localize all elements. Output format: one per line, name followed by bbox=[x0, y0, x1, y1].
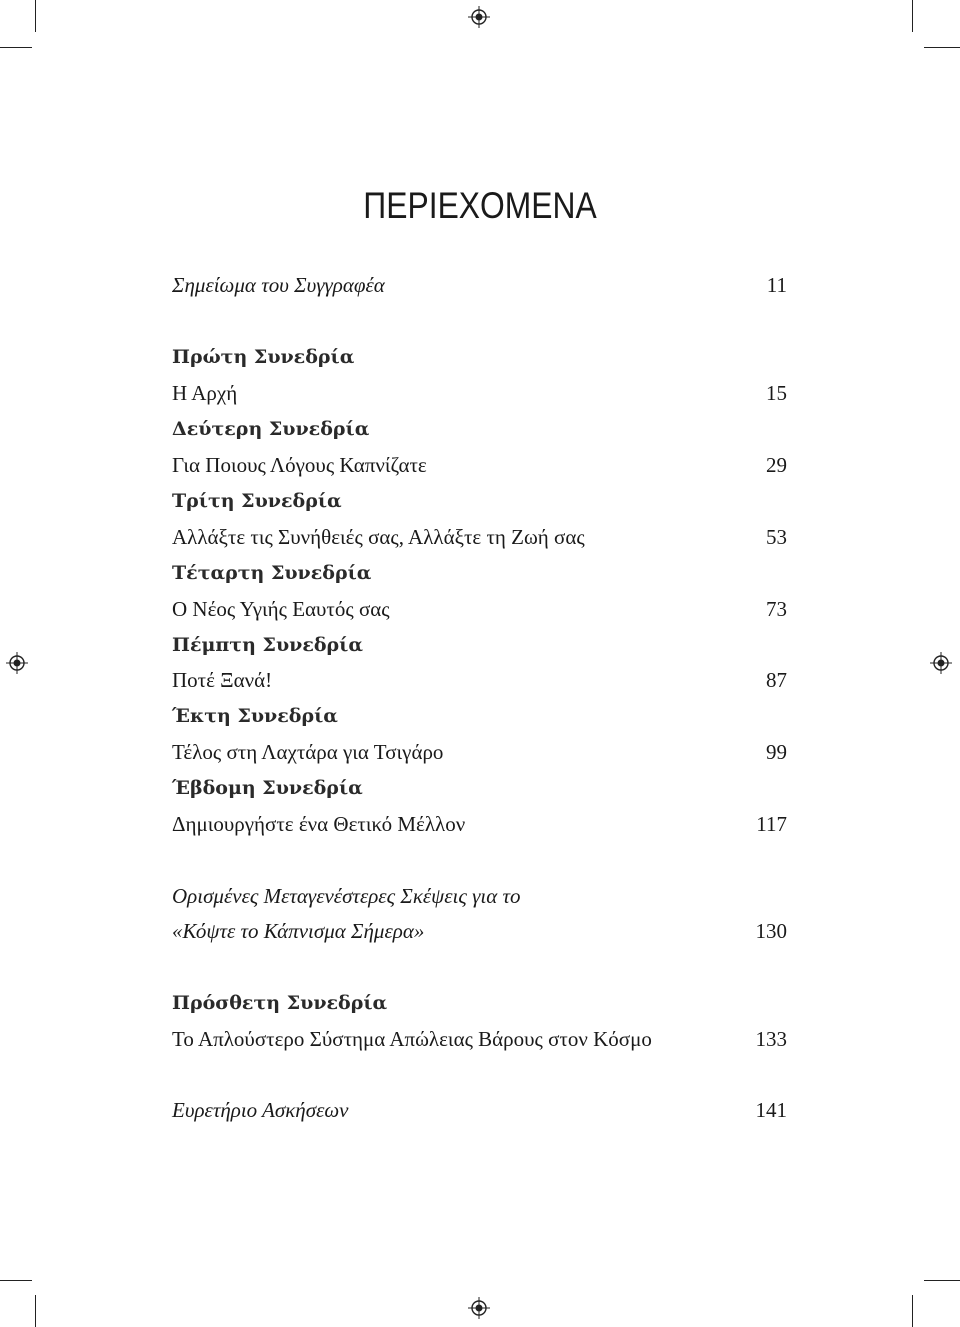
toc-page-number: 73 bbox=[766, 597, 787, 621]
toc-entry bbox=[172, 665, 787, 695]
toc-entry-label: Η Αρχή bbox=[172, 381, 238, 405]
toc-entry bbox=[172, 378, 787, 408]
toc-entry bbox=[172, 594, 787, 624]
toc-entry bbox=[172, 450, 787, 480]
toc-entry-index bbox=[172, 1095, 787, 1125]
toc-page-number: 15 bbox=[766, 381, 787, 405]
toc-entry-label: Αλλάξτε τις Συνήθειές σας, Αλλάξτε τη Ζωή σας bbox=[172, 525, 585, 549]
toc-page-number: 141 bbox=[755, 1098, 787, 1122]
crop-mark bbox=[0, 47, 32, 48]
toc-entry bbox=[172, 809, 787, 839]
toc-entry-label: Ορισμένες Μεταγενέστερες Σκέψεις για το bbox=[172, 884, 521, 908]
registration-mark-icon bbox=[468, 1297, 490, 1319]
registration-mark-icon bbox=[6, 652, 28, 674]
session-heading: Τρίτη Συνεδρία bbox=[172, 490, 342, 512]
session-heading: Πρόσθετη Συνεδρία bbox=[172, 992, 388, 1014]
crop-mark bbox=[35, 1295, 36, 1327]
toc-entry-label: Για Ποιους Λόγους Καπνίζατε bbox=[172, 453, 427, 477]
session-heading: Πρώτη Συνεδρία bbox=[172, 346, 355, 368]
toc-entry-label: Ποτέ Ξανά! bbox=[172, 668, 273, 692]
toc-entry-label: Δημιουργήστε ένα Θετικό Μέλλον bbox=[172, 812, 466, 836]
session-heading: Τέταρτη Συνεδρία bbox=[172, 562, 372, 584]
crop-mark bbox=[0, 1280, 32, 1281]
toc-page-number: 99 bbox=[766, 740, 787, 764]
registration-mark-icon bbox=[468, 6, 490, 28]
toc-entry-intro bbox=[172, 270, 787, 300]
registration-mark-icon bbox=[930, 652, 952, 674]
toc-entry-afterword-line1 bbox=[172, 881, 787, 911]
toc-page-number: 130 bbox=[755, 919, 787, 943]
toc-entry-label: «Κόψτε το Κάπνισμα Σήμερα» bbox=[172, 919, 425, 943]
toc-entry-label: Ευρετήριο Ασκήσεων bbox=[172, 1098, 349, 1122]
crop-mark bbox=[912, 0, 913, 32]
crop-mark bbox=[924, 47, 960, 48]
toc-page-number: 133 bbox=[755, 1027, 787, 1051]
session-heading: Έκτη Συνεδρία bbox=[172, 705, 338, 727]
toc-entry-label: Τέλος στη Λαχτάρα για Τσιγάρο bbox=[172, 740, 444, 764]
toc-entry-label: Το Απλούστερο Σύστημα Απώλειας Βάρους στον Κόσμο bbox=[172, 1027, 652, 1051]
toc-page-number: 11 bbox=[766, 273, 787, 297]
toc-entry bbox=[172, 522, 787, 552]
toc-entry-label: Σημείωμα του Συγγραφέα bbox=[172, 273, 385, 297]
session-heading: Πέμπτη Συνεδρία bbox=[172, 634, 363, 656]
crop-mark bbox=[924, 1280, 960, 1281]
page-title: ΠΕΡΙΕΧΟΜΕΝΑ bbox=[363, 185, 597, 226]
session-heading: Δεύτερη Συνεδρία bbox=[172, 418, 370, 440]
toc-page-number: 87 bbox=[766, 668, 787, 692]
toc-entry bbox=[172, 1024, 787, 1054]
toc-entry-label: Ο Νέος Υγιής Εαυτός σας bbox=[172, 597, 390, 621]
crop-mark bbox=[35, 0, 36, 32]
toc-entry bbox=[172, 737, 787, 767]
toc-page-number: 117 bbox=[756, 812, 787, 836]
toc-page-number: 29 bbox=[766, 453, 787, 477]
toc-entry-afterword bbox=[172, 916, 787, 946]
session-heading: Έβδομη Συνεδρία bbox=[172, 777, 363, 799]
toc-page-number: 53 bbox=[766, 525, 787, 549]
crop-mark bbox=[912, 1295, 913, 1327]
